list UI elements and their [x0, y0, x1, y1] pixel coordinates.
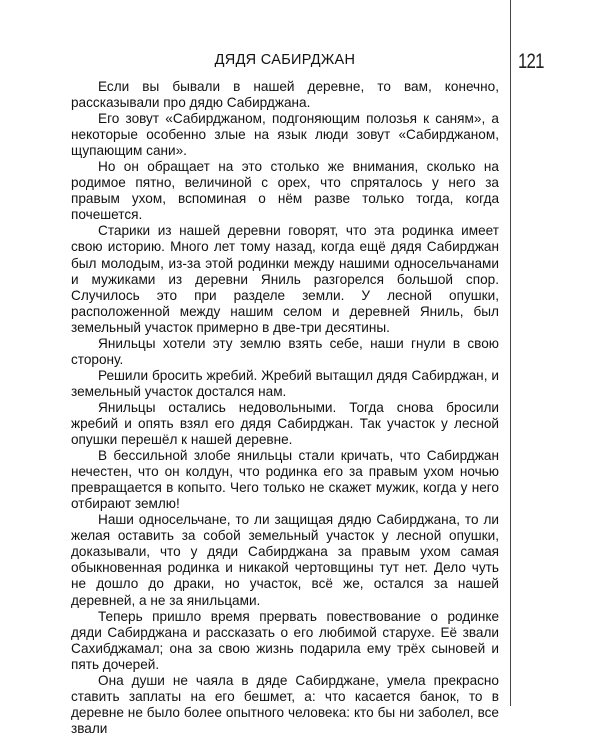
paragraph: Старики из нашей деревни говорят, что эта родинка имеет свою историю. Много лет тому назад, когда ещё дядя Сабирджан был молодым, из-за этой родинки между нашими односельчанами и мужиками из деревни Яниль разгорелся большой спор. Случилось это при разделе земли. У лесной опушки, расположенной между нашим селом и деревней Яниль, был земельный участок примерно в две-три десятины.	[71, 223, 499, 335]
page-edge-divider	[510, 0, 511, 706]
paragraph: В бессильной злобе янильцы стали кричать, что Сабирджан нечестен, что он колдун, что родинка его за правым ухом ночью превращается в копыто. Чего только не скажет мужик, когда у него отбирают землю!	[71, 448, 499, 512]
paragraph: Наши односельчане, то ли защищая дядю Сабирджана, то ли желая оставить за собой земельный участок у лесной опушки, доказывали, что у дяди Сабирджана за правым ухом самая обыкновенная родинка и никакой чертовщины тут нет. Дело чуть не дошло до драки, но участок, всё же, остался за нашей деревней, а не за янильцами.	[71, 512, 499, 608]
paragraph: Она души не чаяла в дяде Сабирджане, умела прекрасно ставить заплаты на его бешмет, а: что касается банок, то в деревне не было более опытного человека: кто бы ни заболел, все звали	[71, 672, 499, 736]
paragraph: Если вы бывали в нашей деревне, то вам, конечно, рассказывали про дядю Сабирджана.	[71, 79, 499, 111]
paragraph: Теперь пришло время прервать повествование о родинке дяди Сабирджана и рассказать о его любимой старухе. Её звали Сахибджамал; она за свою жизнь подарила ему трёх сыновей и пять дочерей.	[71, 608, 499, 672]
paragraph: Но он обращает на это столько же внимания, сколько на родимое пятно, величиной с орех, что спряталось у него за правым ухом, вспоминая о нём разве только тогда, когда почешется.	[71, 159, 499, 223]
paragraph: Янильцы хотели эту землю взять себе, наши гнули в свою сторону.	[71, 335, 499, 367]
paragraph: Его зовут «Сабирджаном, подгоняющим полозья к саням», а некоторые особенно злые на язык люди зовут «Сабирджаном, щупающим сани».	[71, 111, 499, 159]
paragraph: Решили бросить жребий. Жребий вытащил дядя Сабирджан, и земельный участок достался нам.	[71, 367, 499, 399]
chapter-title: ДЯДЯ САБИРДЖАН	[214, 52, 356, 68]
paragraph: Янильцы остались недовольными. Тогда снова бросили жребий и опять взял его дядя Сабирджан. Так участок у лесной опушки перешёл к нашей деревне.	[71, 399, 499, 448]
page-number: 121	[518, 50, 544, 73]
body-text	[71, 79, 499, 737]
